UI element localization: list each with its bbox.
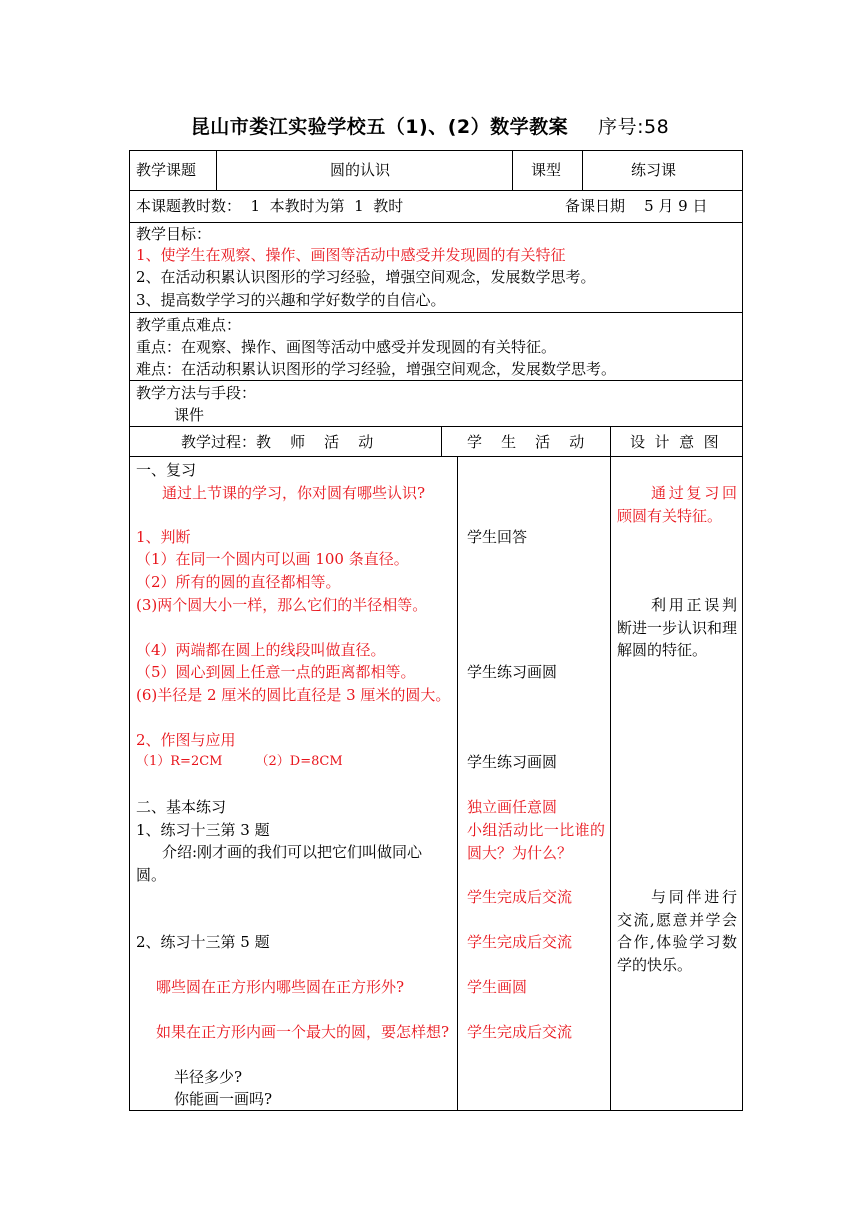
judge-heading: 1、判断 [136, 528, 191, 546]
title-text: 昆山市娄江实验学校五（1)、(2）数学教案 [190, 116, 569, 138]
teacher-activity-header: 教学过程：教 师 活 动 [181, 433, 374, 451]
judge-item: （1）在同一个圆内可以画 100 条直径。 [136, 550, 409, 568]
row-divider [129, 426, 743, 427]
topic-label: 教学课题 [136, 161, 197, 179]
student-activity: 学生完成后交流 [467, 1023, 573, 1041]
goal-item: 1、使学生在观察、操作、画图等活动中感受并发现圆的有关特征 [136, 246, 566, 264]
review-heading: 一、复习 [136, 461, 197, 479]
col-divider [457, 456, 458, 1111]
difficulty-text: 难点：在活动积累认识图形的学习经验，增强空间观念，发展数学思考。 [136, 360, 617, 378]
hours-info: 本课题教时数： 1 本教时为第 1 教时 [136, 197, 404, 215]
methods-heading: 教学方法与手段： [136, 384, 257, 402]
student-activity: 学生练习画圆 [467, 663, 558, 681]
col-divider [610, 426, 611, 456]
methods-value: 课件 [174, 406, 205, 424]
row-divider [129, 222, 743, 223]
student-activity: 学生完成后交流 [467, 933, 573, 951]
topic-value: 圆的认识 [330, 161, 391, 179]
student-activity: 学生练习画圆 [467, 753, 558, 771]
col-divider [441, 426, 442, 456]
row-divider [129, 380, 743, 381]
question-1: 哪些圆在正方形内哪些圆在正方形外? [156, 978, 405, 996]
exercise-1-intro: 介绍:刚才画的我们可以把它们叫做同心圆。 [136, 843, 423, 884]
design-intent: 利用正误判断进一步认识和理解圆的特征。 [617, 596, 738, 659]
student-activity-header: 学 生 活 动 [467, 433, 585, 451]
col-divider [582, 150, 583, 190]
student-activity: 小组活动比一比谁的圆大？为什么？ [467, 821, 605, 862]
type-value: 练习课 [631, 161, 677, 179]
exercise-1: 1、练习十三第 3 题 [136, 821, 270, 839]
student-activity: 学生完成后交流 [467, 888, 573, 906]
judge-item: （4）两端都在圆上的线段叫做直径。 [136, 641, 386, 659]
prep-date: 备课日期 5 月 9 日 [565, 197, 708, 215]
row-divider [129, 190, 743, 191]
col-divider [512, 150, 513, 190]
design-intent: 与同伴进行交流,愿意并学会合作,体验学习数学的快乐。 [617, 888, 737, 974]
student-activity: 独立画任意圆 [467, 798, 558, 816]
serial-number: 序号:58 [598, 116, 670, 138]
row-divider [129, 312, 743, 313]
draw-items: （1）R=2CM （2）D=8CM [136, 754, 343, 769]
judge-item: （2）所有的圆的直径都相等。 [136, 573, 341, 591]
col-divider [610, 456, 611, 1111]
type-label: 课型 [531, 161, 562, 179]
student-activity: 学生回答 [467, 528, 528, 546]
student-activity: 学生画圆 [467, 978, 528, 996]
judge-item: (3)两个圆大小一样，那么它们的半径相等。 [136, 596, 428, 614]
review-question: 通过上节课的学习，你对圆有哪些认识? [162, 484, 426, 502]
judge-item: (6)半径是 2 厘米的圆比直径是 3 厘米的圆大。 [136, 686, 451, 704]
question-2: 如果在正方形内画一个最大的圆，要怎样想? [156, 1023, 450, 1041]
question-4: 你能画一画吗? [174, 1090, 273, 1108]
question-3: 半径多少? [174, 1068, 243, 1086]
goal-item: 2、在活动积累认识图形的学习经验，增强空间观念，发展数学思考。 [136, 268, 596, 286]
goal-item: 3、提高数学学习的兴趣和学好数学的自信心。 [136, 291, 446, 309]
basic-heading: 二、基本练习 [136, 798, 227, 816]
exercise-2: 2、练习十三第 5 题 [136, 933, 270, 951]
design-intent-header: 设 计 意 图 [630, 433, 719, 451]
col-divider [216, 150, 217, 190]
judge-item: （5）圆心到圆上任意一点的距离都相等。 [136, 663, 416, 681]
design-intent: 通过复习回顾圆有关特征。 [617, 484, 737, 525]
document-title [0, 112, 860, 139]
draw-heading: 2、作图与应用 [136, 731, 236, 749]
focus-text: 重点：在观察、操作、画图等活动中感受并发现圆的有关特征。 [136, 338, 557, 356]
goals-heading: 教学目标： [136, 225, 212, 243]
row-divider [129, 456, 743, 457]
keypoints-heading: 教学重点难点： [136, 316, 242, 334]
